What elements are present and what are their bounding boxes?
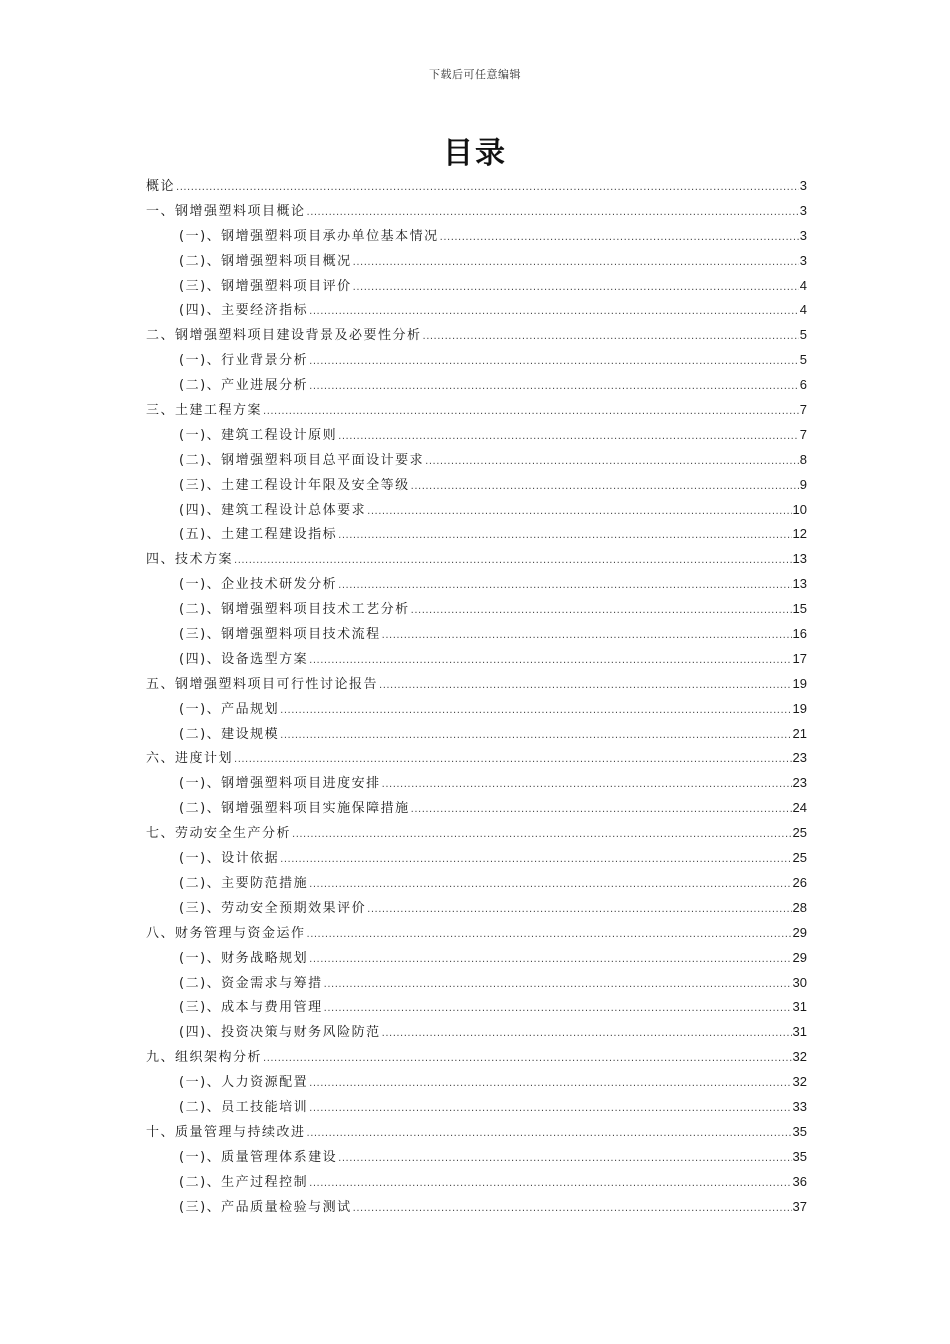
toc-entry-page-number: 30 bbox=[792, 974, 807, 990]
toc-entry-page-number: 13 bbox=[792, 551, 807, 567]
dot-leader bbox=[324, 997, 792, 1022]
toc-entry-title: 八、财务管理与资金运作 bbox=[146, 925, 306, 941]
dot-leader bbox=[309, 1172, 791, 1197]
toc-entry-page-number: 9 bbox=[799, 476, 807, 492]
toc-entry-page-number: 31 bbox=[792, 999, 807, 1015]
dot-leader bbox=[309, 1097, 791, 1122]
toc-entry-title: (四)、投资决策与财务风险防范 bbox=[179, 1025, 381, 1041]
toc-entry-page-number: 12 bbox=[792, 526, 807, 542]
toc-entry-title: 四、技术方案 bbox=[146, 552, 234, 568]
toc-entry[interactable] bbox=[146, 921, 807, 946]
toc-entry[interactable] bbox=[146, 1120, 807, 1145]
toc-entry-page-number: 19 bbox=[792, 675, 807, 691]
toc-entry[interactable] bbox=[146, 398, 807, 423]
dot-leader bbox=[425, 450, 799, 475]
dot-leader bbox=[280, 848, 791, 873]
dot-leader bbox=[176, 176, 799, 201]
dot-leader bbox=[382, 773, 792, 798]
toc-entry-title: (一)、行业背景分析 bbox=[179, 353, 309, 369]
dot-leader bbox=[382, 1022, 792, 1047]
dot-leader bbox=[280, 699, 791, 724]
dot-leader bbox=[307, 1122, 792, 1147]
dot-leader bbox=[307, 923, 792, 948]
dot-leader bbox=[309, 1072, 791, 1097]
dot-leader bbox=[423, 325, 799, 350]
toc-entry[interactable] bbox=[146, 547, 807, 572]
dot-leader bbox=[263, 400, 799, 425]
toc-entry-page-number: 3 bbox=[799, 178, 807, 193]
toc-entry-page-number: 32 bbox=[792, 1049, 807, 1065]
toc-entry[interactable] bbox=[146, 1070, 807, 1095]
toc-entry-title: 三、土建工程方案 bbox=[146, 403, 263, 419]
toc-entry-title: (一)、设计依据 bbox=[179, 851, 280, 867]
toc-entry-title: (一)、财务战略规划 bbox=[179, 950, 309, 966]
toc-entry-title: (三)、土建工程设计年限及安全等级 bbox=[179, 477, 410, 493]
toc-entry-title: (二)、资金需求与筹措 bbox=[179, 975, 323, 991]
toc-entry-page-number: 10 bbox=[792, 501, 807, 517]
toc-entry-title: (二)、产业进展分析 bbox=[179, 378, 309, 394]
dot-leader bbox=[411, 798, 792, 823]
toc-entry-page-number: 23 bbox=[792, 775, 807, 791]
toc-entry[interactable] bbox=[146, 672, 807, 697]
toc-entry-title: (四)、建筑工程设计总体要求 bbox=[179, 502, 367, 518]
toc-entry-page-number: 33 bbox=[792, 1098, 807, 1114]
toc-entry-page-number: 15 bbox=[792, 601, 807, 617]
toc-entry[interactable] bbox=[146, 348, 807, 373]
dot-leader bbox=[292, 823, 792, 848]
dot-leader bbox=[440, 226, 799, 251]
dot-leader bbox=[379, 674, 792, 699]
toc-entry[interactable] bbox=[146, 373, 807, 398]
toc-entry-title: (二)、钢增强塑料项目总平面设计要求 bbox=[179, 452, 425, 468]
toc-entry[interactable] bbox=[146, 871, 807, 896]
toc-entry[interactable] bbox=[146, 771, 807, 796]
toc-entry[interactable] bbox=[146, 622, 807, 647]
toc-entry-title: (二)、钢增强塑料项目概况 bbox=[179, 253, 352, 269]
toc-entry-page-number: 3 bbox=[799, 252, 807, 268]
toc-entry[interactable] bbox=[146, 697, 807, 722]
toc-entry-page-number: 31 bbox=[792, 1024, 807, 1040]
dot-leader bbox=[353, 1197, 792, 1222]
toc-entry-page-number: 25 bbox=[792, 850, 807, 866]
toc-entry-title: (一)、钢增强塑料项目承办单位基本情况 bbox=[179, 228, 439, 244]
toc-entry-page-number: 32 bbox=[792, 1074, 807, 1090]
toc-entry[interactable] bbox=[146, 995, 807, 1020]
toc-entry-page-number: 16 bbox=[792, 626, 807, 642]
toc-entry-page-number: 5 bbox=[799, 327, 807, 343]
toc-entry[interactable] bbox=[146, 796, 807, 821]
header-note: 下载后可任意编辑 bbox=[429, 68, 521, 81]
toc-entry-page-number: 28 bbox=[792, 899, 807, 915]
dot-leader bbox=[367, 898, 791, 923]
toc-entry-page-number: 5 bbox=[799, 352, 807, 368]
toc-entry[interactable] bbox=[146, 1195, 807, 1220]
toc-entry-page-number: 4 bbox=[799, 277, 807, 293]
toc-entry[interactable] bbox=[146, 821, 807, 846]
toc-entry-title: 二、钢增强塑料项目建设背景及必要性分析 bbox=[146, 328, 422, 344]
toc-entry-title: 九、组织架构分析 bbox=[146, 1050, 263, 1066]
toc-entry-page-number: 25 bbox=[792, 825, 807, 841]
toc-entry-title: (三)、成本与费用管理 bbox=[179, 1000, 323, 1016]
toc-entry-page-number: 37 bbox=[792, 1198, 807, 1214]
dot-leader bbox=[411, 599, 792, 624]
toc-entry-title: (一)、人力资源配置 bbox=[179, 1075, 309, 1091]
dot-leader bbox=[309, 300, 799, 325]
toc-entry[interactable] bbox=[146, 1045, 807, 1070]
toc-entry[interactable] bbox=[146, 522, 807, 547]
dot-leader bbox=[338, 524, 791, 549]
dot-leader bbox=[309, 375, 799, 400]
toc-entry[interactable] bbox=[146, 473, 807, 498]
toc-entry-title: (二)、主要防范措施 bbox=[179, 875, 309, 891]
toc-entry-title: (三)、钢增强塑料项目技术流程 bbox=[179, 627, 381, 643]
dot-leader bbox=[307, 201, 799, 226]
toc-entry[interactable] bbox=[146, 249, 807, 274]
dot-leader bbox=[324, 973, 792, 998]
dot-leader bbox=[338, 425, 799, 450]
toc-entry-page-number: 19 bbox=[792, 700, 807, 716]
dot-leader bbox=[309, 873, 791, 898]
toc-entry[interactable] bbox=[146, 224, 807, 249]
toc-entry[interactable] bbox=[146, 572, 807, 597]
toc-entry-title: (五)、土建工程建设指标 bbox=[179, 527, 338, 543]
toc-entry[interactable] bbox=[146, 971, 807, 996]
toc-entry[interactable] bbox=[146, 597, 807, 622]
toc-entry-page-number: 7 bbox=[799, 426, 807, 442]
toc-entry-title: (一)、质量管理体系建设 bbox=[179, 1149, 338, 1165]
toc-entry-page-number: 13 bbox=[792, 576, 807, 592]
toc-entry[interactable] bbox=[146, 174, 807, 199]
toc-entry[interactable] bbox=[146, 1145, 807, 1170]
toc-entry-title: (四)、主要经济指标 bbox=[179, 303, 309, 319]
toc-entry-page-number: 35 bbox=[792, 1123, 807, 1139]
toc-entry-title: (三)、钢增强塑料项目评价 bbox=[179, 278, 352, 294]
dot-leader bbox=[309, 350, 799, 375]
toc-entry-page-number: 26 bbox=[792, 874, 807, 890]
dot-leader bbox=[353, 251, 799, 276]
toc-entry[interactable] bbox=[146, 199, 807, 224]
dot-leader bbox=[234, 549, 792, 574]
toc-entry[interactable] bbox=[146, 846, 807, 871]
toc-entry-page-number: 36 bbox=[792, 1173, 807, 1189]
toc-entry[interactable] bbox=[146, 946, 807, 971]
toc-entry[interactable] bbox=[146, 1020, 807, 1045]
toc-entry[interactable] bbox=[146, 896, 807, 921]
toc-entry-title: 十、质量管理与持续改进 bbox=[146, 1124, 306, 1140]
toc-entry-title: (一)、建筑工程设计原则 bbox=[179, 427, 338, 443]
page-title: 目录 bbox=[443, 136, 507, 171]
toc-entry-title: (一)、钢增强塑料项目进度安排 bbox=[179, 776, 381, 792]
toc-entry[interactable] bbox=[146, 274, 807, 299]
dot-leader bbox=[309, 649, 791, 674]
toc-entry-title: (二)、钢增强塑料项目技术工艺分析 bbox=[179, 602, 410, 618]
dot-leader bbox=[338, 574, 791, 599]
dot-leader bbox=[353, 276, 799, 301]
toc-entry-page-number: 8 bbox=[799, 451, 807, 467]
toc-entry-title: (一)、产品规划 bbox=[179, 701, 280, 717]
toc-entry[interactable] bbox=[146, 647, 807, 672]
dot-leader bbox=[367, 500, 791, 525]
toc-entry-title: (二)、钢增强塑料项目实施保障措施 bbox=[179, 801, 410, 817]
table-of-contents bbox=[146, 174, 807, 1219]
toc-entry-title: (四)、设备选型方案 bbox=[179, 651, 309, 667]
toc-entry-title: (三)、劳动安全预期效果评价 bbox=[179, 900, 367, 916]
toc-entry-page-number: 35 bbox=[792, 1148, 807, 1164]
toc-entry-page-number: 17 bbox=[792, 650, 807, 666]
toc-entry-page-number: 7 bbox=[799, 402, 807, 418]
toc-entry[interactable] bbox=[146, 498, 807, 523]
toc-entry-page-number: 4 bbox=[799, 302, 807, 318]
toc-entry[interactable] bbox=[146, 298, 807, 323]
toc-entry-title: (三)、产品质量检验与测试 bbox=[179, 1199, 352, 1215]
toc-entry-title: (二)、员工技能培训 bbox=[179, 1099, 309, 1115]
toc-entry-page-number: 6 bbox=[799, 377, 807, 393]
toc-entry-page-number: 3 bbox=[799, 227, 807, 243]
dot-leader bbox=[234, 748, 792, 773]
toc-entry-title: 概论 bbox=[146, 179, 176, 194]
toc-entry-page-number: 29 bbox=[792, 949, 807, 965]
toc-entry[interactable] bbox=[146, 1170, 807, 1195]
toc-entry-page-number: 21 bbox=[792, 725, 807, 741]
dot-leader bbox=[263, 1047, 792, 1072]
toc-entry-page-number: 24 bbox=[792, 800, 807, 816]
dot-leader bbox=[382, 624, 792, 649]
toc-entry-page-number: 3 bbox=[799, 202, 807, 218]
dot-leader bbox=[338, 1147, 791, 1172]
dot-leader bbox=[309, 948, 791, 973]
toc-entry[interactable] bbox=[146, 423, 807, 448]
toc-entry[interactable] bbox=[146, 1095, 807, 1120]
toc-entry-title: 七、劳动安全生产分析 bbox=[146, 826, 292, 842]
dot-leader bbox=[280, 724, 791, 749]
toc-entry-title: (二)、生产过程控制 bbox=[179, 1174, 309, 1190]
toc-entry-title: (一)、企业技术研发分析 bbox=[179, 577, 338, 593]
toc-entry-page-number: 23 bbox=[792, 750, 807, 766]
toc-entry[interactable] bbox=[146, 746, 807, 771]
toc-entry-title: 五、钢增强塑料项目可行性讨论报告 bbox=[146, 676, 379, 692]
toc-entry[interactable] bbox=[146, 323, 807, 348]
toc-entry-title: 一、钢增强塑料项目概论 bbox=[146, 203, 306, 219]
toc-entry-title: (二)、建设规模 bbox=[179, 726, 280, 742]
toc-entry[interactable] bbox=[146, 722, 807, 747]
dot-leader bbox=[411, 475, 799, 500]
toc-entry[interactable] bbox=[146, 448, 807, 473]
toc-entry-page-number: 29 bbox=[792, 924, 807, 940]
toc-entry-title: 六、进度计划 bbox=[146, 751, 234, 767]
